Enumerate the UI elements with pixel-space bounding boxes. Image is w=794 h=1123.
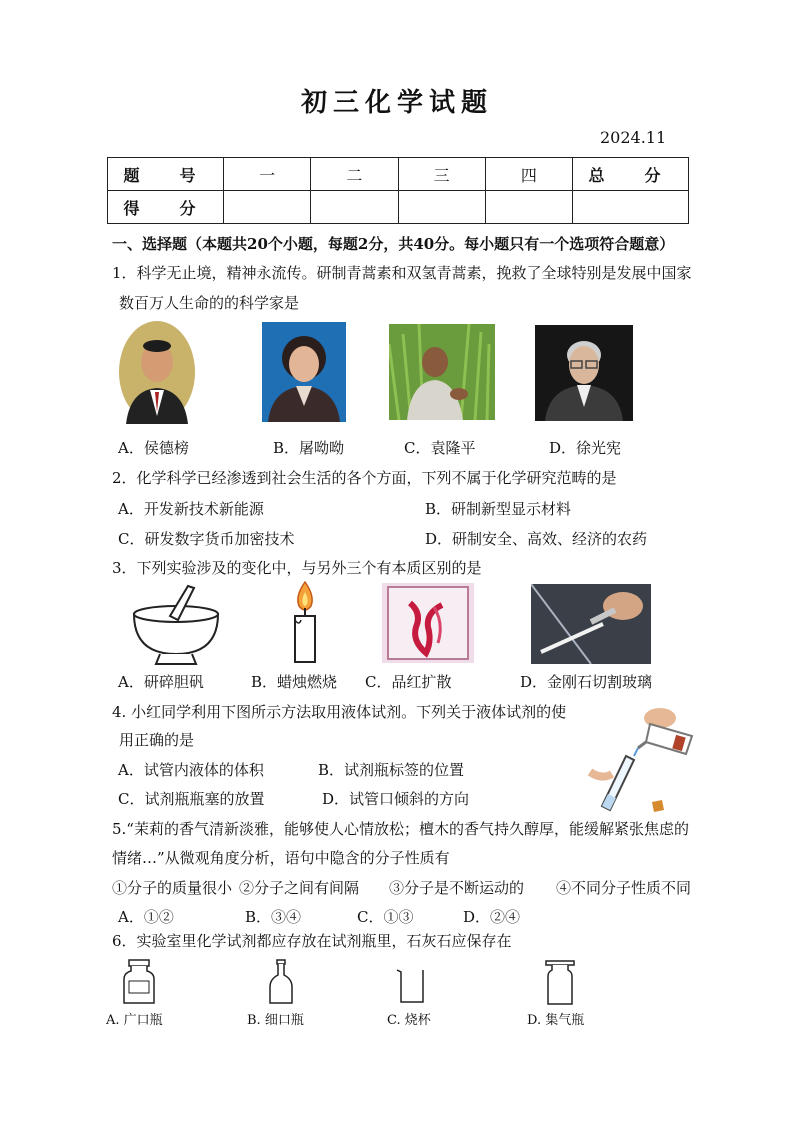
- q1-option-a[interactable]: A．侯德榜: [118, 439, 189, 457]
- q4-option-a[interactable]: A．试管内液体的体积: [118, 761, 264, 779]
- q2-option-c[interactable]: C．研发数字货币加密技术: [118, 530, 295, 548]
- score-header-4: 四: [485, 158, 572, 191]
- q6-text: 6．实验室里化学试剂都应存放在试剂瓶里，石灰石应保存在: [112, 932, 512, 950]
- q2-option-b[interactable]: B．研制新型显示材料: [425, 500, 572, 518]
- score-header-1: 一: [224, 158, 311, 191]
- score-row-label: 得 分: [108, 191, 224, 224]
- q4-option-d[interactable]: D．试管口倾斜的方向: [322, 790, 470, 808]
- q1-text-line1: 1．科学无止境，精神永流传。研制青蒿素和双氢青蒿素，挽救了全球特别是发展中国家: [112, 264, 692, 282]
- exam-date: 2024.11: [600, 128, 667, 147]
- score-table-score-row: [108, 191, 689, 224]
- q4-text-line2: 用正确的是: [119, 731, 195, 749]
- q5-option-d[interactable]: D．②④: [463, 908, 521, 926]
- q4-option-c[interactable]: C．试剂瓶瓶塞的放置: [118, 790, 265, 808]
- q5-option-a[interactable]: A．①②: [118, 908, 174, 926]
- score-table-header-row: [108, 158, 689, 191]
- q3-text: 3．下列实验涉及的变化中，与另外三个有本质区别的是: [112, 559, 482, 577]
- q3-option-d[interactable]: D．金刚石切割玻璃: [520, 673, 653, 691]
- narrow-mouth-bottle-illustration: [268, 959, 294, 1005]
- q2-text: 2．化学科学已经渗透到社会生活的各个方面，下列不属于化学研究范畴的是: [112, 469, 617, 487]
- score-header-2: 二: [311, 158, 398, 191]
- page-title: 初三化学试题: [300, 88, 493, 118]
- wide-mouth-bottle-illustration: [122, 959, 156, 1005]
- q6-option-b[interactable]: B. 细口瓶: [247, 1013, 304, 1028]
- q1-photo-d: [535, 325, 633, 421]
- q5-option-c[interactable]: C．①③: [357, 908, 414, 926]
- mortar-pestle-illustration: [130, 580, 222, 666]
- q1-text-line2: 数百万人生命的的科学家是: [119, 294, 300, 312]
- q5-text-line2: 情绪…”从微观角度分析，语句中隐含的分子性质有: [112, 849, 450, 867]
- score-cell-4[interactable]: [485, 191, 572, 224]
- q3-option-c[interactable]: C．品红扩散: [365, 673, 452, 691]
- q2-option-d[interactable]: D．研制安全、高效、经济的农药: [425, 530, 648, 548]
- score-cell-3[interactable]: [398, 191, 485, 224]
- q4-option-b[interactable]: B．试剂瓶标签的位置: [318, 761, 465, 779]
- q6-option-c[interactable]: C. 烧杯: [387, 1013, 431, 1028]
- q2-option-a[interactable]: A．开发新技术新能源: [118, 500, 264, 518]
- score-cell-2[interactable]: [311, 191, 398, 224]
- q3-option-a[interactable]: A．研碎胆矾: [118, 673, 204, 691]
- q1-option-c[interactable]: C．袁隆平: [404, 439, 476, 457]
- beaker-dye-illustration: [382, 583, 474, 663]
- q5-statement-1: ①分子的质量很小: [112, 879, 233, 897]
- q1-option-d[interactable]: D．徐光宪: [549, 439, 622, 457]
- q5-statement-4: ④不同分子性质不同: [556, 879, 692, 897]
- q1-photo-b: [262, 322, 346, 422]
- q5-statement-2: ②分子之间有间隔: [239, 879, 360, 897]
- score-cell-1[interactable]: [224, 191, 311, 224]
- liquid-pouring-illustration: [588, 702, 698, 814]
- score-table: [107, 157, 689, 224]
- score-header-label: 题 号: [108, 158, 224, 191]
- beaker-illustration: [396, 968, 426, 1004]
- q1-option-b[interactable]: B．屠呦呦: [273, 439, 345, 457]
- section1-heading: 一、选择题（本题共20个小题，每题2分，共40分。每小题只有一个选项符合题意）: [112, 235, 675, 253]
- q5-statement-3: ③分子是不断运动的: [389, 879, 525, 897]
- score-header-total: 总 分: [573, 158, 689, 191]
- q3-option-b[interactable]: B．蜡烛燃烧: [251, 673, 338, 691]
- q5-option-b[interactable]: B．③④: [245, 908, 302, 926]
- q5-text-line1: 5.“茉莉的香气清新淡雅，能够使人心情放松；檀木的香气持久醇厚，能缓解紧张焦虑的: [112, 820, 689, 838]
- candle-illustration: [289, 580, 321, 664]
- q6-option-a[interactable]: A. 广口瓶: [106, 1013, 163, 1028]
- q4-text-line1: 4. 小红同学利用下图所示方法取用液体试剂。下列关于液体试剂的使: [112, 703, 567, 721]
- q1-photo-a: [118, 320, 196, 424]
- score-cell-total[interactable]: [573, 191, 689, 224]
- score-header-3: 三: [398, 158, 485, 191]
- gas-collecting-bottle-illustration: [544, 960, 576, 1006]
- glass-cutting-illustration: [531, 584, 651, 664]
- q1-photo-c: [389, 324, 495, 420]
- q6-option-d[interactable]: D. 集气瓶: [527, 1013, 585, 1028]
